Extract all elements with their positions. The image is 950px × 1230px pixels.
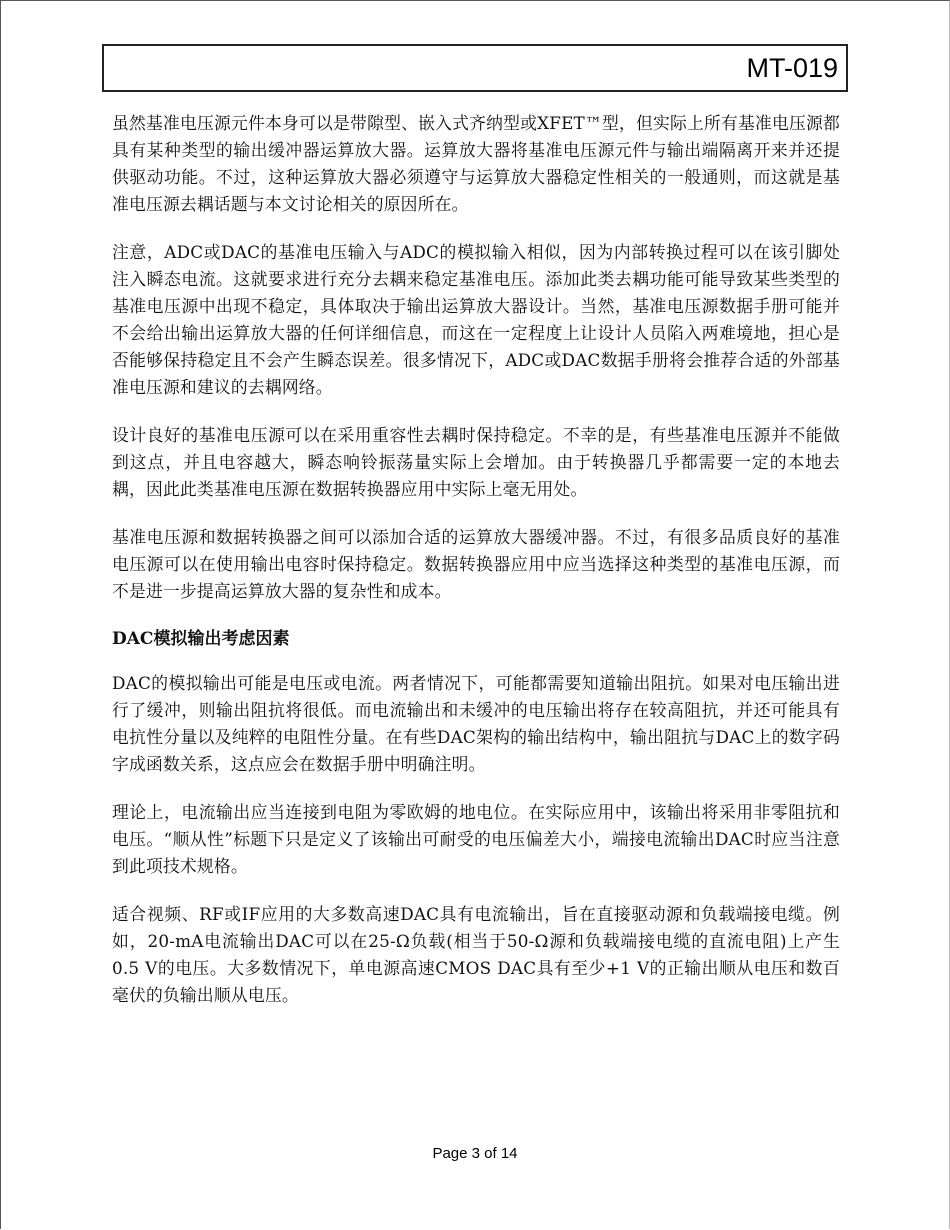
- section-heading: DAC模拟输出考虑因素: [112, 629, 290, 649]
- paragraph-high-speed-dac: 适合视频、RF或IF应用的大多数高速DAC具有电流输出，旨在直接驱动源和负载端接电缆。例如，20-mA电流输出DAC可以在25-Ω负载(相当于50-Ω源和负载端接电缆的直流电阻)上产生0.5 V的电压。大多数情况下，单电源高速CMOS DAC具有至少+1 V的正输出顺从电压和数百毫伏的负输出顺从电压。: [112, 904, 840, 1005]
- header-box: [102, 44, 848, 92]
- page-number: Page 3 of 14: [432, 1145, 518, 1162]
- paragraph-reference-input: 注意，ADC或DAC的基准电压输入与ADC的模拟输入相似，因为内部转换过程可以在该引脚处注入瞬态电流。这就要求进行充分去耦来稳定基准电压。添加此类去耦功能可能导致某些类型的基准电压源中出现不稳定，具体取决于输出运算放大器设计。当然，基准电压源数据手册可能并不会给出输出运算放大器的任何详细信息，而这在一定程度上让设计人员陷入两难境地，担心是否能够保持稳定且不会产生瞬态误差。很多情况下，ADC或DAC数据手册将会推荐合适的外部基准电压源和建议的去耦网络。: [112, 242, 840, 397]
- paragraph-opamp-buffer: 基准电压源和数据转换器之间可以添加合适的运算放大器缓冲器。不过，有很多品质良好的基准电压源可以在使用输出电容时保持稳定。数据转换器应用中应当选择这种类型的基准电压源，而不是进一步提高运算放大器的复杂性和成本。: [112, 527, 840, 601]
- paragraph-capacitive-decoupling: 设计良好的基准电压源可以在采用重容性去耦时保持稳定。不幸的是，有些基准电压源并不能做到这点，并且电容越大，瞬态响铃振荡量实际上会增加。由于转换器几乎都需要一定的本地去耦，因此此类基准电压源在数据转换器应用中实际上毫无用处。: [112, 425, 840, 499]
- paragraph-compliance: 理论上，电流输出应当连接到电阻为零欧姆的地电位。在实际应用中，该输出将采用非零阻抗和电压。“顺从性”标题下只是定义了该输出可耐受的电压偏差大小，端接电流输出DAC时应当注意到此项技术规格。: [112, 802, 840, 876]
- paragraph-reference-buffer: 虽然基准电压源元件本身可以是带隙型、嵌入式齐纳型或XFET™型，但实际上所有基准电压源都具有某种类型的输出缓冲器运算放大器。运算放大器将基准电压源元件与输出端隔离开来并还提供驱动功能。不过，这种运算放大器必须遵守与运算放大器稳定性相关的一般通则，而这就是基准电压源去耦话题与本文讨论相关的原因所在。: [112, 113, 840, 214]
- document-body: [112, 110, 840, 1030]
- paragraph-dac-output: DAC的模拟输出可能是电压或电流。两者情况下，可能都需要知道输出阻抗。如果对电压输出进行了缓冲，则输出阻抗将很低。而电流输出和未缓冲的电压输出将存在较高阻抗，并还可能具有电抗性分量以及纯粹的电阻性分量。在有些DAC架构的输出结构中，输出阻抗与DAC上的数字码字成函数关系，这点应会在数据手册中明确注明。: [112, 673, 840, 774]
- document-id: MT-019: [746, 53, 838, 83]
